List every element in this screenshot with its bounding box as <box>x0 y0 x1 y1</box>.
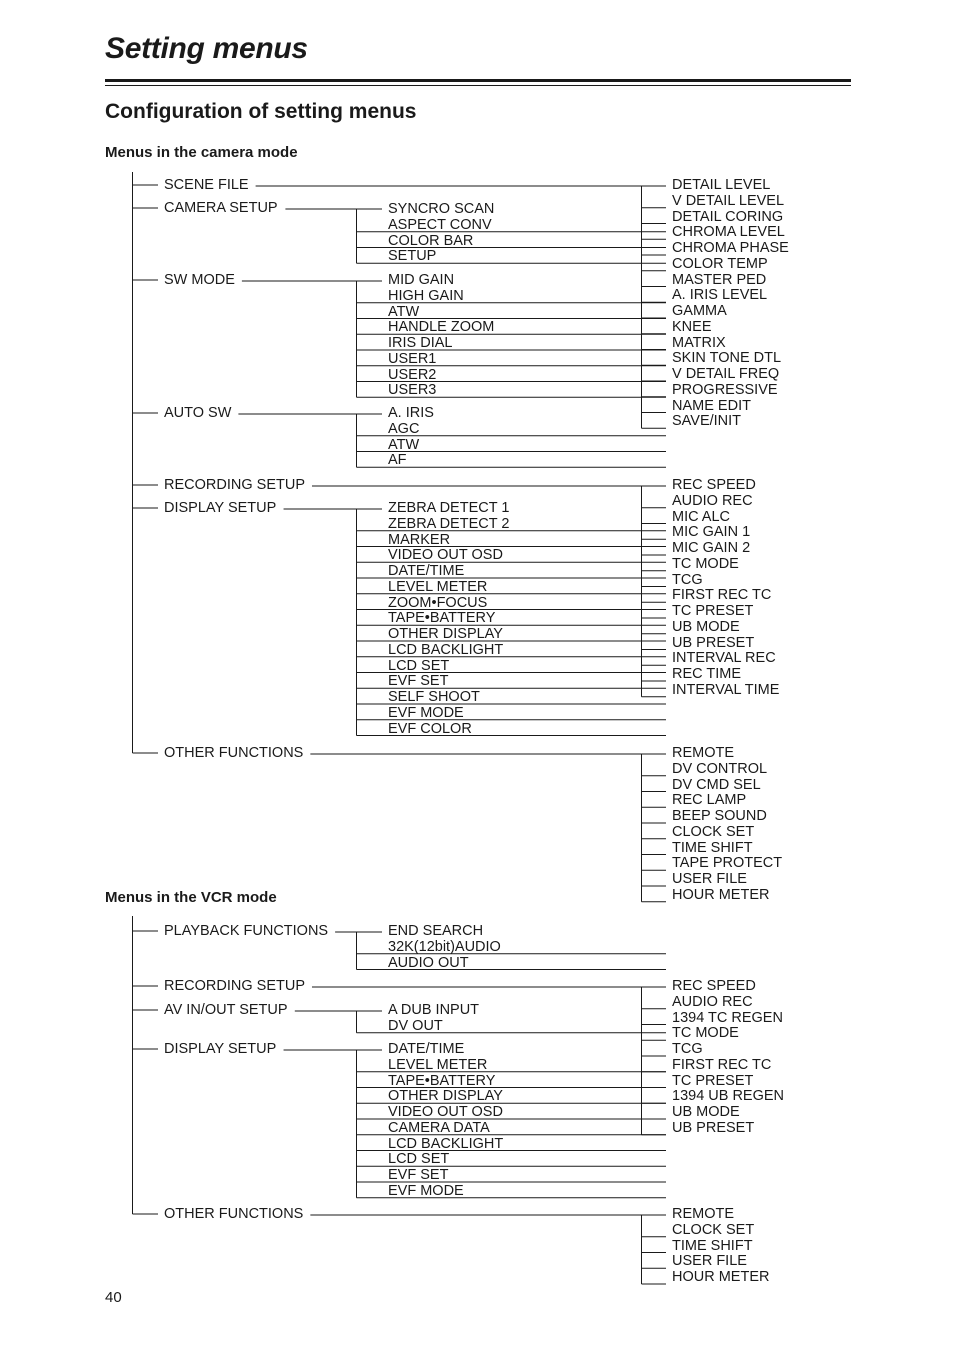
camera-display-setup-item-lcd-set: LCD SET <box>388 657 450 674</box>
camera-recording-setup-item-mic-alc: MIC ALC <box>672 508 731 525</box>
camera-scene-file-item-a-iris-level: A. IRIS LEVEL <box>672 287 768 304</box>
vcr-display-setup-item-other-display: OTHER DISPLAY <box>388 1088 503 1105</box>
vcr-av-in-out-setup-item-dv-out: DV OUT <box>388 1017 443 1034</box>
camera-camera-setup-item-setup: SETUP <box>388 248 437 265</box>
vcr-recording-setup-menu-label: RECORDING SETUP <box>164 978 305 994</box>
camera-sw-mode-item-handle-zoom: HANDLE ZOOM <box>388 319 495 336</box>
vcr-playback-functions-item-32k-12bit-audio: 32K(12bit)AUDIO <box>388 938 501 955</box>
camera-sw-mode-item-user1: USER1 <box>388 350 437 367</box>
vcr-display-setup-item-evf-mode: EVF MODE <box>388 1182 464 1199</box>
camera-other-functions-item-dv-cmd-sel: DV CMD SEL <box>672 776 761 793</box>
camera-display-setup-item-evf-set: EVF SET <box>388 673 449 690</box>
vcr-recording-setup-item-ub-preset: UB PRESET <box>672 1119 755 1136</box>
camera-recording-setup-item-tc-mode: TC MODE <box>672 555 739 572</box>
vcr-recording-setup-item-rec-speed: REC SPEED <box>672 978 756 994</box>
camera-display-setup-item-zoom-focus: ZOOM•FOCUS <box>388 594 488 611</box>
camera-display-setup-item-self-shoot: SELF SHOOT <box>388 689 480 705</box>
camera-auto-sw-item-atw: ATW <box>388 436 420 453</box>
camera-scene-file-item-v-detail-level: V DETAIL LEVEL <box>672 192 785 209</box>
camera-display-setup-item-evf-color: EVF COLOR <box>388 720 472 737</box>
vcr-playback-functions-item-audio-out: AUDIO OUT <box>388 954 469 971</box>
vcr-av-in-out-setup-item-a-dub-input: A DUB INPUT <box>388 1002 480 1018</box>
camera-display-setup-item-marker: MARKER <box>388 531 451 548</box>
camera-display-setup-item-zebra-detect-1: ZEBRA DETECT 1 <box>388 500 510 516</box>
camera-display-setup-item-date-time: DATE/TIME <box>388 563 465 579</box>
vcr-display-setup-item-lcd-backlight: LCD BACKLIGHT <box>388 1135 504 1152</box>
vcr-display-setup-item-date-time: DATE/TIME <box>388 1041 465 1057</box>
camera-recording-setup-item-audio-rec: AUDIO REC <box>672 492 753 509</box>
vcr-other-functions-item-user-file: USER FILE <box>672 1253 747 1270</box>
camera-other-functions-item-time-shift: TIME SHIFT <box>672 839 753 856</box>
vcr-other-functions-item-hour-meter: HOUR METER <box>672 1269 770 1285</box>
vcr-display-setup-item-level-meter: LEVEL METER <box>388 1056 488 1073</box>
camera-recording-setup-item-ub-preset: UB PRESET <box>672 634 755 651</box>
camera-other-functions-item-user-file: USER FILE <box>672 871 747 887</box>
camera-auto-sw-item-af: AF <box>388 452 407 469</box>
vcr-display-setup-item-tape-battery: TAPE•BATTERY <box>388 1072 496 1089</box>
camera-mode-heading: Menus in the camera mode <box>105 144 298 161</box>
vcr-display-setup-item-camera-data: CAMERA DATA <box>388 1119 490 1136</box>
camera-display-setup-item-tape-battery: TAPE•BATTERY <box>388 610 496 627</box>
camera-recording-setup-item-tcg: TCG <box>672 571 703 588</box>
camera-scene-file-item-progressive: PROGRESSIVE <box>672 381 778 398</box>
vcr-playback-functions-menu-label: PLAYBACK FUNCTIONS <box>164 923 329 939</box>
camera-sw-mode-item-user3: USER3 <box>388 382 437 399</box>
camera-camera-setup-item-syncro-scan: SYNCRO SCAN <box>388 201 495 217</box>
camera-recording-setup-item-tc-preset: TC PRESET <box>672 603 754 619</box>
camera-display-setup-item-zebra-detect-2: ZEBRA DETECT 2 <box>388 515 510 532</box>
camera-sw-mode-item-mid-gain: MID GAIN <box>388 272 455 288</box>
vcr-mode-heading: Menus in the VCR mode <box>105 889 277 906</box>
camera-recording-setup-item-rec-time: REC TIME <box>672 666 742 682</box>
camera-scene-file-item-skin-tone-dtl: SKIN TONE DTL <box>672 350 782 367</box>
camera-other-functions-item-dv-control: DV CONTROL <box>672 760 768 777</box>
camera-sw-mode-item-iris-dial: IRIS DIAL <box>388 335 453 351</box>
camera-other-functions-item-remote: REMOTE <box>672 745 735 761</box>
vcr-other-functions-item-time-shift: TIME SHIFT <box>672 1237 753 1254</box>
camera-scene-file-item-matrix: MATRIX <box>672 334 726 351</box>
vcr-recording-setup-item-1394-ub-regen: 1394 UB REGEN <box>672 1088 785 1105</box>
vcr-other-functions-menu-label: OTHER FUNCTIONS <box>164 1206 304 1222</box>
camera-scene-file-menu-label: SCENE FILE <box>164 177 249 193</box>
camera-sw-mode-item-user2: USER2 <box>388 366 437 383</box>
camera-display-setup-item-level-meter: LEVEL METER <box>388 578 488 595</box>
camera-scene-file-item-knee: KNEE <box>672 318 712 335</box>
vcr-other-functions-item-clock-set: CLOCK SET <box>672 1221 755 1238</box>
camera-sw-mode-item-atw: ATW <box>388 303 420 320</box>
camera-scene-file-item-gamma: GAMMA <box>672 303 727 319</box>
vcr-recording-setup-item-tcg: TCG <box>672 1041 703 1057</box>
camera-recording-setup-menu-label: RECORDING SETUP <box>164 477 305 493</box>
page-title: Setting menus <box>105 32 308 65</box>
vcr-recording-setup-item-1394-tc-regen: 1394 TC REGEN <box>672 1009 783 1026</box>
camera-scene-file-item-master-ped: MASTER PED <box>672 271 767 288</box>
vcr-av-in-out-setup-menu-label: AV IN/OUT SETUP <box>164 1002 288 1018</box>
camera-scene-file-item-chroma-level: CHROMA LEVEL <box>672 224 785 241</box>
section-title: Configuration of setting menus <box>105 100 417 123</box>
camera-scene-file-item-v-detail-freq: V DETAIL FREQ <box>672 366 780 382</box>
camera-auto-sw-item-a-iris: A. IRIS <box>388 405 434 421</box>
vcr-display-setup-item-evf-set: EVF SET <box>388 1167 449 1183</box>
camera-sw-mode-item-high-gain: HIGH GAIN <box>388 287 464 304</box>
vcr-recording-setup-item-tc-preset: TC PRESET <box>672 1072 754 1089</box>
camera-scene-file-item-save-init: SAVE/INIT <box>672 413 742 430</box>
camera-sw-mode-menu-label: SW MODE <box>164 272 235 288</box>
vcr-display-setup-item-lcd-set: LCD SET <box>388 1151 450 1168</box>
camera-recording-setup-item-ub-mode: UB MODE <box>672 618 740 635</box>
camera-auto-sw-menu-label: AUTO SW <box>164 405 232 421</box>
camera-auto-sw-item-agc: AGC <box>388 420 420 437</box>
camera-camera-setup-item-color-bar: COLOR BAR <box>388 232 474 249</box>
camera-camera-setup-item-aspect-conv: ASPECT CONV <box>388 216 492 233</box>
camera-other-functions-menu-label: OTHER FUNCTIONS <box>164 745 304 761</box>
camera-other-functions-item-beep-sound: BEEP SOUND <box>672 808 767 824</box>
camera-display-setup-menu-label: DISPLAY SETUP <box>164 500 277 516</box>
camera-other-functions-item-rec-lamp: REC LAMP <box>672 792 747 809</box>
camera-scene-file-item-detail-level: DETAIL LEVEL <box>672 177 771 193</box>
camera-recording-setup-item-interval-rec: INTERVAL REC <box>672 650 776 667</box>
vcr-other-functions-item-remote: REMOTE <box>672 1206 735 1222</box>
camera-camera-setup-menu-label: CAMERA SETUP <box>164 200 278 216</box>
vcr-playback-functions-item-end-search: END SEARCH <box>388 923 484 939</box>
camera-scene-file-item-chroma-phase: CHROMA PHASE <box>672 240 789 256</box>
vcr-recording-setup-item-first-rec-tc: FIRST REC TC <box>672 1056 772 1073</box>
camera-recording-setup-item-first-rec-tc: FIRST REC TC <box>672 587 772 604</box>
camera-other-functions-item-tape-protect: TAPE PROTECT <box>672 855 783 872</box>
camera-other-functions-item-hour-meter: HOUR METER <box>672 886 770 903</box>
vcr-recording-setup-item-audio-rec: AUDIO REC <box>672 993 753 1010</box>
vcr-recording-setup-item-tc-mode: TC MODE <box>672 1025 739 1042</box>
vcr-display-setup-menu-label: DISPLAY SETUP <box>164 1041 277 1057</box>
page-number: 40 <box>105 1289 122 1306</box>
camera-scene-file-item-name-edit: NAME EDIT <box>672 397 751 414</box>
camera-scene-file-item-color-temp: COLOR TEMP <box>672 255 768 272</box>
camera-recording-setup-item-rec-speed: REC SPEED <box>672 477 756 493</box>
camera-scene-file-item-detail-coring: DETAIL CORING <box>672 208 784 225</box>
camera-recording-setup-item-mic-gain-1: MIC GAIN 1 <box>672 524 751 541</box>
camera-recording-setup-item-interval-time: INTERVAL TIME <box>672 681 780 698</box>
vcr-display-setup-item-video-out-osd: VIDEO OUT OSD <box>388 1104 503 1120</box>
vcr-recording-setup-item-ub-mode: UB MODE <box>672 1104 740 1120</box>
camera-display-setup-item-other-display: OTHER DISPLAY <box>388 626 503 642</box>
camera-other-functions-item-clock-set: CLOCK SET <box>672 823 755 840</box>
camera-display-setup-item-lcd-backlight: LCD BACKLIGHT <box>388 641 504 658</box>
camera-recording-setup-item-mic-gain-2: MIC GAIN 2 <box>672 540 751 556</box>
camera-display-setup-item-evf-mode: EVF MODE <box>388 704 464 721</box>
camera-display-setup-item-video-out-osd: VIDEO OUT OSD <box>388 547 503 564</box>
